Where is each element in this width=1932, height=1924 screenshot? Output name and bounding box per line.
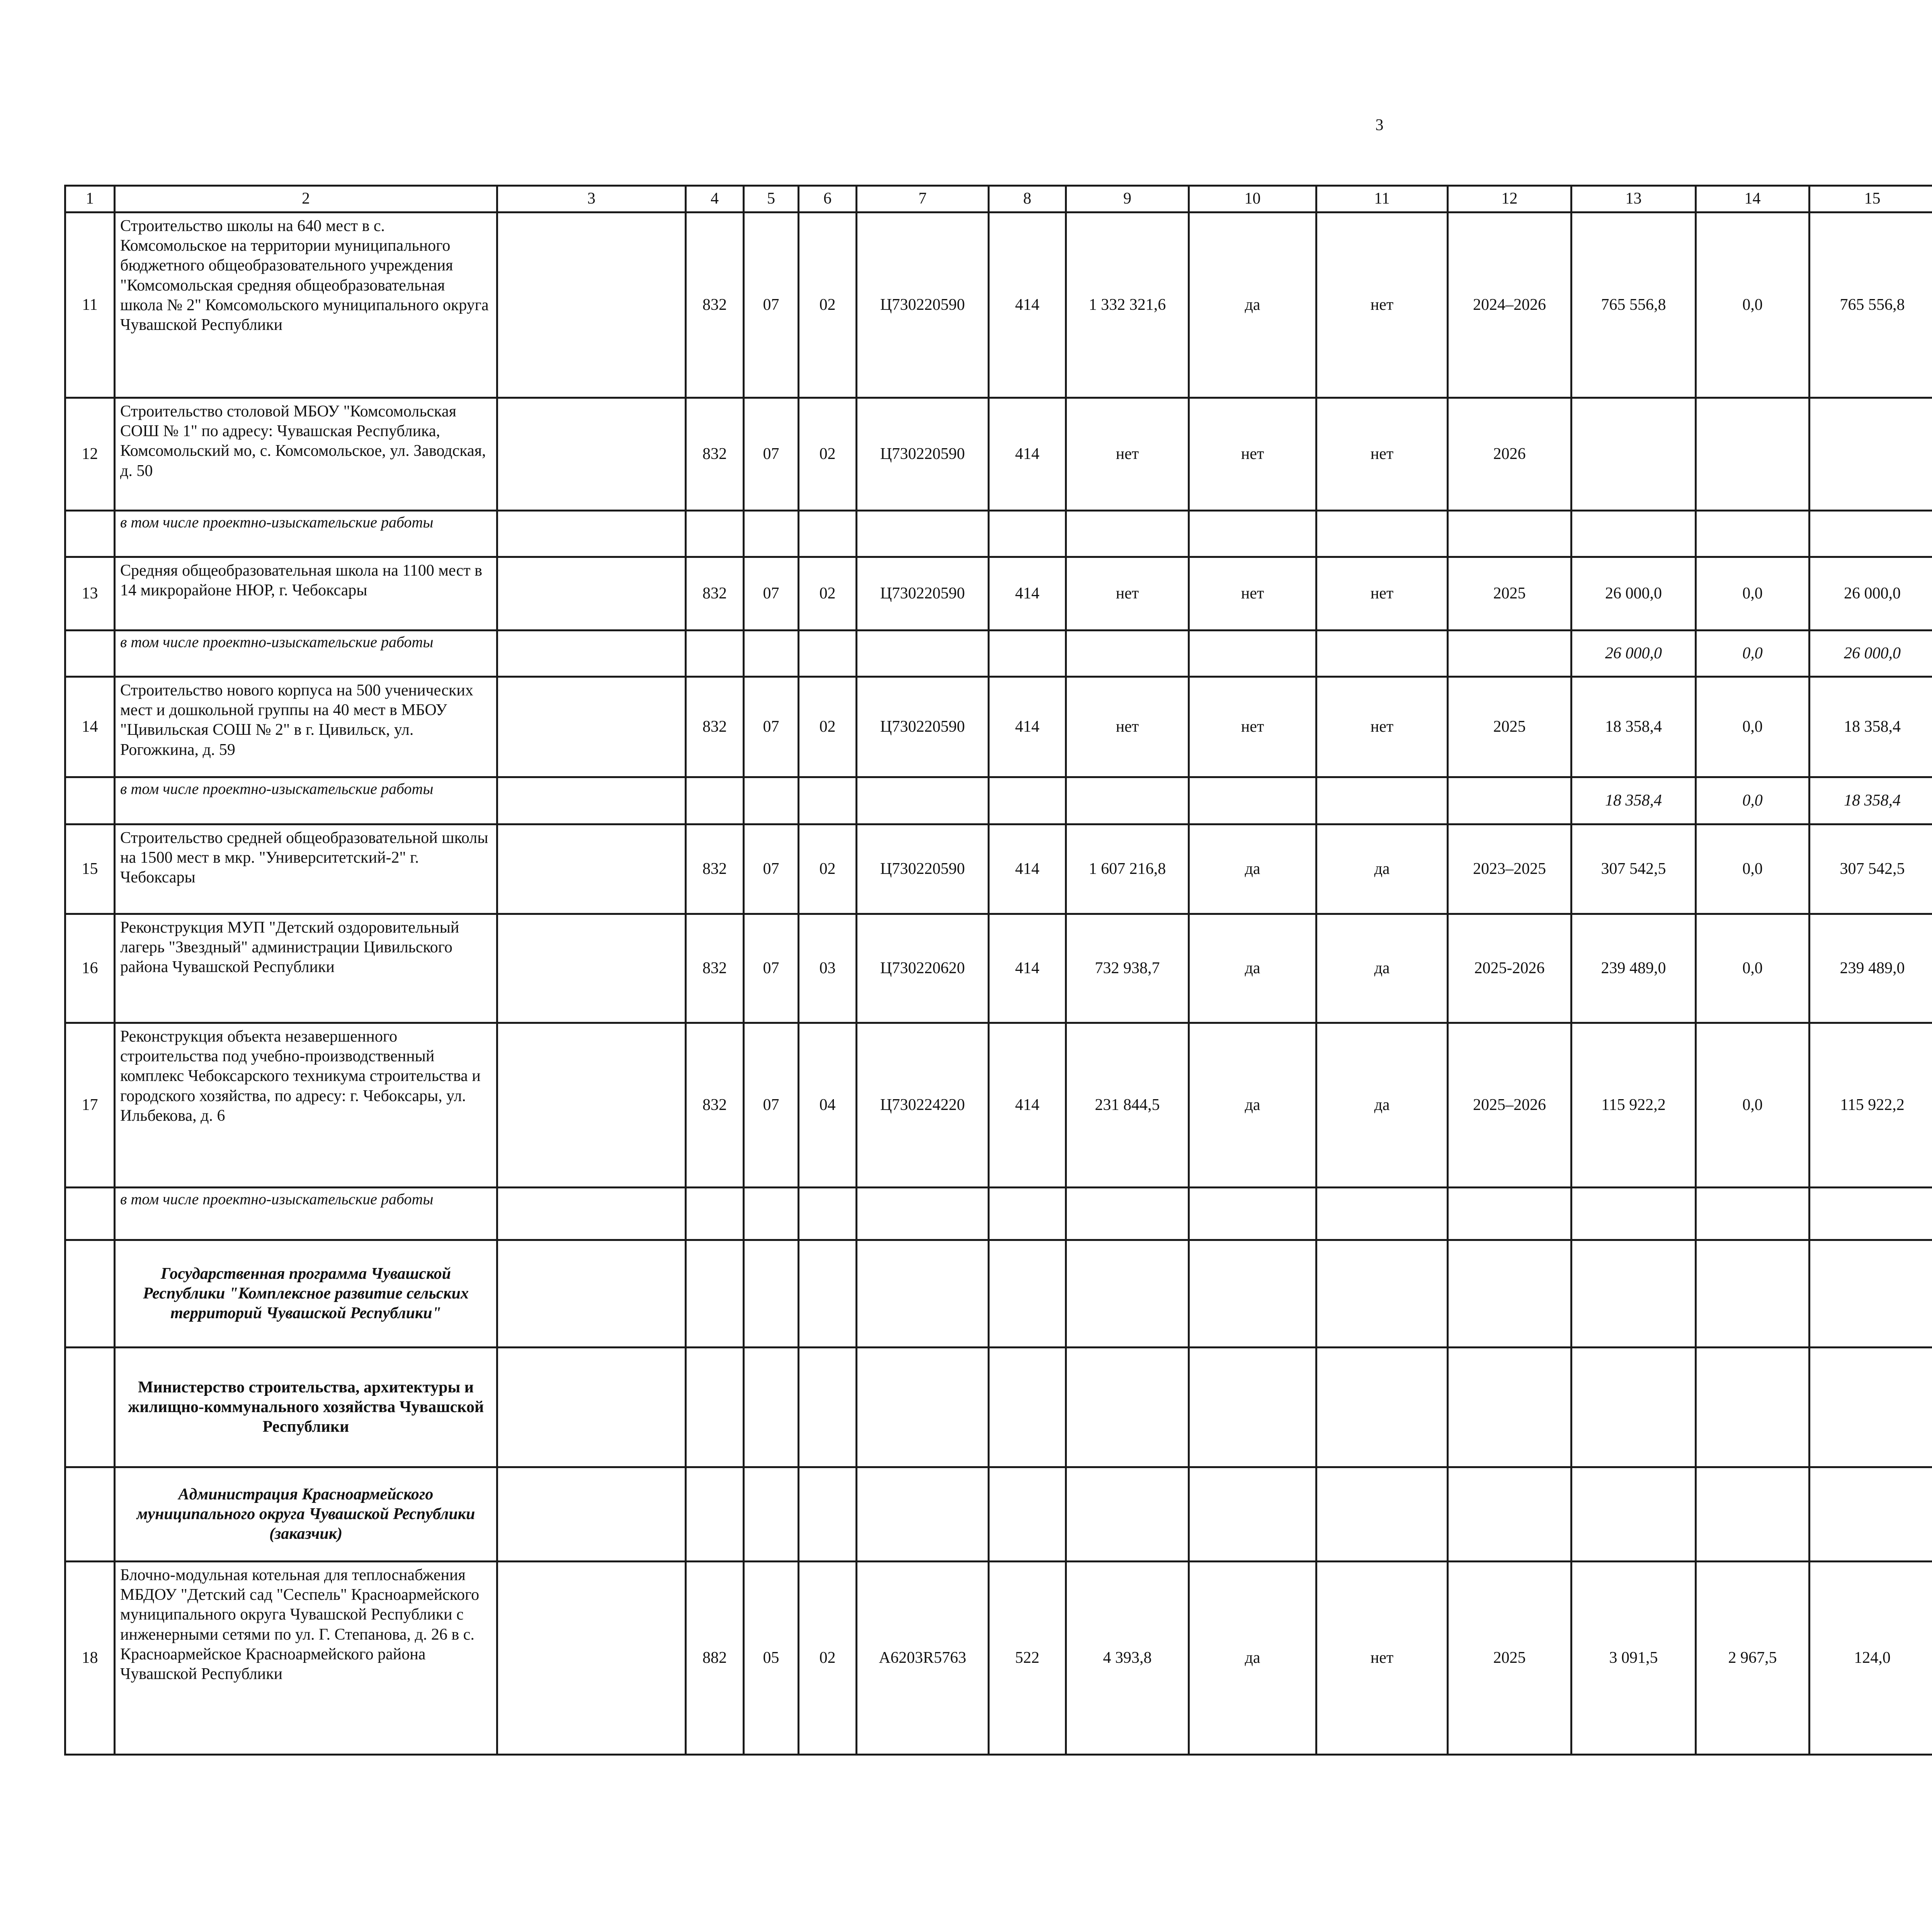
table-cell: да (1316, 824, 1448, 914)
table-cell: да (1316, 1023, 1448, 1188)
table-cell: 115 922,2 (1810, 1023, 1932, 1188)
table-cell (1571, 511, 1696, 557)
table-cell (744, 631, 799, 677)
table-cell (1448, 631, 1571, 677)
table-cell (1448, 1467, 1571, 1562)
section-heading-cell: Государственная программа Чувашской Республики "Комплексное развитие сельских территорий Чувашской Республики" (115, 1240, 497, 1348)
table-cell (686, 1467, 744, 1562)
table-cell (1189, 1348, 1316, 1467)
section-heading-row (65, 1348, 1932, 1467)
row-number-cell (65, 1188, 115, 1240)
object-name-cell: Блочно-модульная котельная для теплоснабжения МБДОУ "Детский сад "Сеспель" Красноармейского муниципального округа Чувашской Республики с инженерными сетями по ул. Г. Степанова, д. 26 в с. Красноармейское Красноармейского района Чувашской Республики (115, 1562, 497, 1755)
table-cell: да (1316, 914, 1448, 1023)
table-cell: нет (1189, 398, 1316, 511)
table-cell: 765 556,8 (1571, 212, 1696, 398)
table-cell: 239 489,0 (1810, 914, 1932, 1023)
table-cell (857, 1348, 989, 1467)
table-cell (1066, 1188, 1189, 1240)
col-num: 5 (744, 186, 799, 212)
table-cell (1316, 1348, 1448, 1467)
subtotal-label-cell: в том числе проектно-изыскательские работы (115, 1188, 497, 1240)
table-cell: 239 489,0 (1571, 914, 1696, 1023)
object-name-cell: Строительство школы на 640 мест в с. Комсомольское на территории муниципального бюджетного общеобразовательного учреждения "Комсомольская средняя общеобразовательная школа № 2" Комсомольского муниципального округа Чувашской Республики (115, 212, 497, 398)
table-cell (1696, 1188, 1810, 1240)
table-cell: 02 (799, 1562, 857, 1755)
table-cell: 02 (799, 212, 857, 398)
table-cell: 2025–2026 (1448, 1023, 1571, 1188)
table-cell: 3 091,5 (1571, 1562, 1696, 1755)
table-cell: 2026 (1448, 398, 1571, 511)
table-cell (1448, 511, 1571, 557)
table-cell: 18 358,4 (1810, 777, 1932, 824)
investment-table (64, 185, 1932, 1756)
table-cell (686, 511, 744, 557)
table-cell: нет (1066, 557, 1189, 631)
table-cell (686, 777, 744, 824)
table-cell: 18 358,4 (1571, 677, 1696, 777)
table-cell: 18 358,4 (1810, 677, 1932, 777)
table-cell (1448, 1348, 1571, 1467)
table-cell: 02 (799, 824, 857, 914)
table-cell: 832 (686, 1023, 744, 1188)
subtotal-row (65, 511, 1932, 557)
table-cell: нет (1316, 557, 1448, 631)
table-cell (1571, 1467, 1696, 1562)
table-cell: Ц730220590 (857, 677, 989, 777)
table-cell: 1 332 321,6 (1066, 212, 1189, 398)
table-cell: Ц730220590 (857, 398, 989, 511)
table-cell: Ц730220590 (857, 824, 989, 914)
table-cell (1571, 1188, 1696, 1240)
subtotal-row (65, 631, 1932, 677)
table-cell (799, 631, 857, 677)
table-cell: нет (1316, 677, 1448, 777)
table-cell (1571, 1348, 1696, 1467)
col-num: 12 (1448, 186, 1571, 212)
table-cell: да (1189, 1562, 1316, 1755)
table-cell: 0,0 (1696, 824, 1810, 914)
column-number-row (65, 186, 1932, 212)
table-cell (1571, 1240, 1696, 1348)
col-num: 1 (65, 186, 115, 212)
table-cell: 307 542,5 (1810, 824, 1932, 914)
row-number-cell: 18 (65, 1562, 115, 1755)
table-cell: 414 (989, 677, 1066, 777)
table-cell (1189, 1188, 1316, 1240)
subtotal-row (65, 1188, 1932, 1240)
row-number-cell (65, 511, 115, 557)
col-num: 14 (1696, 186, 1810, 212)
col-num: 6 (799, 186, 857, 212)
table-cell: А6203R5763 (857, 1562, 989, 1755)
section-heading-row (65, 1240, 1932, 1348)
row-number-cell: 15 (65, 824, 115, 914)
table-cell: 414 (989, 824, 1066, 914)
row-number-cell: 12 (65, 398, 115, 511)
table-cell: 07 (744, 824, 799, 914)
table-row (65, 677, 1932, 777)
table-cell: 0,0 (1696, 914, 1810, 1023)
table-cell (989, 1188, 1066, 1240)
table-cell: 0,0 (1696, 1023, 1810, 1188)
table-cell (1316, 631, 1448, 677)
table-cell (1066, 1240, 1189, 1348)
table-cell (1316, 1467, 1448, 1562)
table-cell (799, 777, 857, 824)
table-cell (799, 1467, 857, 1562)
table-cell: 0,0 (1696, 557, 1810, 631)
table-cell: 414 (989, 1023, 1066, 1188)
table-cell (497, 398, 686, 511)
table-row (65, 212, 1932, 398)
object-name-cell: Реконструкция объекта незавершенного строительства под учебно-производственный комплекс Чебоксарского техникума строительства и городского хозяйства, по адресу: г. Чебоксары, ул. Ильбекова, д. 6 (115, 1023, 497, 1188)
table-cell: да (1189, 824, 1316, 914)
table-cell (744, 1240, 799, 1348)
object-name-cell: Средняя общеобразовательная школа на 1100 мест в 14 микрорайоне НЮР, г. Чебоксары (115, 557, 497, 631)
table-cell (857, 1188, 989, 1240)
row-number-cell: 17 (65, 1023, 115, 1188)
table-cell: 0,0 (1696, 631, 1810, 677)
table-cell: нет (1316, 212, 1448, 398)
col-num: 3 (497, 186, 686, 212)
row-number-cell: 16 (65, 914, 115, 1023)
table-cell: 05 (744, 1562, 799, 1755)
table-cell (1696, 1467, 1810, 1562)
table-cell: 26 000,0 (1571, 631, 1696, 677)
table-cell (1189, 631, 1316, 677)
table-cell (1696, 1240, 1810, 1348)
table-cell (1696, 1348, 1810, 1467)
col-num: 8 (989, 186, 1066, 212)
table-cell: да (1189, 212, 1316, 398)
table-cell: 2025 (1448, 1562, 1571, 1755)
table-cell (989, 1348, 1066, 1467)
table-cell (989, 511, 1066, 557)
table-cell: 02 (799, 398, 857, 511)
table-cell: 522 (989, 1562, 1066, 1755)
col-num: 4 (686, 186, 744, 212)
table-cell (1571, 398, 1696, 511)
table-cell: 07 (744, 398, 799, 511)
table-cell (989, 631, 1066, 677)
table-cell (497, 1023, 686, 1188)
table-cell: 2023–2025 (1448, 824, 1571, 914)
table-cell (1189, 511, 1316, 557)
table-cell (497, 557, 686, 631)
table-cell (1448, 1240, 1571, 1348)
table-cell (799, 1240, 857, 1348)
table-cell (497, 777, 686, 824)
table-cell: 765 556,8 (1810, 212, 1932, 398)
table-cell (1316, 511, 1448, 557)
table-cell: 832 (686, 824, 744, 914)
page-number: 3 (1375, 116, 1384, 134)
row-number-cell: 11 (65, 212, 115, 398)
table-cell: да (1189, 914, 1316, 1023)
table-cell (1066, 777, 1189, 824)
table-cell: 732 938,7 (1066, 914, 1189, 1023)
table-cell: нет (1066, 677, 1189, 777)
table-cell: 26 000,0 (1571, 557, 1696, 631)
table-cell (1810, 1240, 1932, 1348)
object-name-cell: Реконструкция МУП "Детский оздоровительный лагерь "Звездный" администрации Цивильского района Чувашской Республики (115, 914, 497, 1023)
table-cell: 2025-2026 (1448, 914, 1571, 1023)
table-cell: 07 (744, 557, 799, 631)
table-cell: 231 844,5 (1066, 1023, 1189, 1188)
table-cell (857, 631, 989, 677)
table-cell: 2024–2026 (1448, 212, 1571, 398)
table-cell (1316, 777, 1448, 824)
table-cell (1316, 1188, 1448, 1240)
table-cell: 0,0 (1696, 777, 1810, 824)
table-cell (1066, 631, 1189, 677)
row-number-cell (65, 1467, 115, 1562)
table-cell: 26 000,0 (1810, 557, 1932, 631)
table-cell: 04 (799, 1023, 857, 1188)
table-cell: 124,0 (1810, 1562, 1932, 1755)
table-cell: 26 000,0 (1810, 631, 1932, 677)
table-cell: 02 (799, 677, 857, 777)
table-cell (799, 1188, 857, 1240)
table-cell: Ц730220590 (857, 557, 989, 631)
subtotal-row (65, 777, 1932, 824)
table-cell (1696, 398, 1810, 511)
table-cell (1448, 1188, 1571, 1240)
table-cell (497, 914, 686, 1023)
row-number-cell (65, 631, 115, 677)
table-cell (1189, 777, 1316, 824)
table-cell: 414 (989, 557, 1066, 631)
table-cell: нет (1316, 1562, 1448, 1755)
table-cell: нет (1066, 398, 1189, 511)
table-cell: 1 607 216,8 (1066, 824, 1189, 914)
row-number-cell: 14 (65, 677, 115, 777)
table-cell: 414 (989, 212, 1066, 398)
table-cell: 832 (686, 398, 744, 511)
table-cell: 2025 (1448, 557, 1571, 631)
table-cell (989, 1240, 1066, 1348)
row-number-cell (65, 777, 115, 824)
table-cell (1810, 511, 1932, 557)
table-cell (497, 511, 686, 557)
col-num: 9 (1066, 186, 1189, 212)
section-heading-row (65, 1467, 1932, 1562)
table-cell (989, 1467, 1066, 1562)
table-cell: 07 (744, 677, 799, 777)
table-row (65, 1562, 1932, 1755)
table-cell: нет (1189, 677, 1316, 777)
table-cell (497, 1562, 686, 1755)
table-cell (686, 631, 744, 677)
table-cell: 0,0 (1696, 677, 1810, 777)
table-cell (1810, 1348, 1932, 1467)
table-cell (1448, 777, 1571, 824)
table-cell: 882 (686, 1562, 744, 1755)
table-cell (497, 677, 686, 777)
col-num: 2 (115, 186, 497, 212)
table-cell (744, 777, 799, 824)
table-cell (857, 1240, 989, 1348)
table-cell (857, 1467, 989, 1562)
table-cell: 832 (686, 557, 744, 631)
table-cell: 414 (989, 914, 1066, 1023)
table-cell (1189, 1467, 1316, 1562)
table-cell: 115 922,2 (1571, 1023, 1696, 1188)
table-cell (1810, 1188, 1932, 1240)
table-cell: нет (1316, 398, 1448, 511)
row-number-cell (65, 1348, 115, 1467)
table-cell (686, 1348, 744, 1467)
col-num: 13 (1571, 186, 1696, 212)
table-cell (744, 1348, 799, 1467)
table-cell (857, 777, 989, 824)
subtotal-label-cell: в том числе проектно-изыскательские работы (115, 777, 497, 824)
table-cell (1189, 1240, 1316, 1348)
table-cell (989, 777, 1066, 824)
table-cell (497, 631, 686, 677)
table-cell (744, 511, 799, 557)
table-cell: 03 (799, 914, 857, 1023)
table-cell: 832 (686, 677, 744, 777)
table-cell (497, 212, 686, 398)
table-cell: Ц730224220 (857, 1023, 989, 1188)
table-cell: 0,0 (1696, 212, 1810, 398)
table-row (65, 914, 1932, 1023)
object-name-cell: Строительство нового корпуса на 500 ученических мест и дошкольной группы на 40 мест в МБОУ "Цивильская СОШ № 2" в г. Цивильск, ул. Рогожкина, д. 59 (115, 677, 497, 777)
table-cell (799, 1348, 857, 1467)
col-num: 10 (1189, 186, 1316, 212)
table-cell (1066, 1467, 1189, 1562)
table-cell: 07 (744, 914, 799, 1023)
subtotal-label-cell: в том числе проектно-изыскательские работы (115, 631, 497, 677)
table-cell: 07 (744, 1023, 799, 1188)
table-cell: 307 542,5 (1571, 824, 1696, 914)
table-cell: 832 (686, 212, 744, 398)
table-cell (497, 1467, 686, 1562)
col-num: 7 (857, 186, 989, 212)
table-cell (1066, 511, 1189, 557)
table-cell (1066, 1348, 1189, 1467)
table-cell: 18 358,4 (1571, 777, 1696, 824)
table-cell (857, 511, 989, 557)
table-cell: 2025 (1448, 677, 1571, 777)
table-cell (1316, 1240, 1448, 1348)
table-cell (744, 1188, 799, 1240)
table-cell (744, 1467, 799, 1562)
row-number-cell (65, 1240, 115, 1348)
table-row (65, 1023, 1932, 1188)
table-cell: 2 967,5 (1696, 1562, 1810, 1755)
table-cell (497, 824, 686, 914)
row-number-cell: 13 (65, 557, 115, 631)
table-cell (1810, 1467, 1932, 1562)
section-heading-cell: Администрация Красноармейского муниципального округа Чувашской Республики (заказчик) (115, 1467, 497, 1562)
table-cell (497, 1348, 686, 1467)
col-num: 15 (1810, 186, 1932, 212)
table-cell: 832 (686, 914, 744, 1023)
table-cell: Ц730220590 (857, 212, 989, 398)
col-num: 11 (1316, 186, 1448, 212)
object-name-cell: Строительство столовой МБОУ "Комсомольская СОШ № 1" по адресу: Чувашская Республика, Комсомольский мо, с. Комсомольское, ул. Заводская, д. 50 (115, 398, 497, 511)
table-cell (1810, 398, 1932, 511)
table-cell: да (1189, 1023, 1316, 1188)
table-row (65, 824, 1932, 914)
table-cell: 07 (744, 212, 799, 398)
table-cell (686, 1188, 744, 1240)
table-cell: Ц730220620 (857, 914, 989, 1023)
table-cell: 414 (989, 398, 1066, 511)
table-cell: 02 (799, 557, 857, 631)
table-cell: нет (1189, 557, 1316, 631)
table-row (65, 398, 1932, 511)
table-cell (1696, 511, 1810, 557)
table-cell (799, 511, 857, 557)
section-heading-cell: Министерство строительства, архитектуры и жилищно-коммунального хозяйства Чувашской Республики (115, 1348, 497, 1467)
object-name-cell: Строительство средней общеобразовательной школы на 1500 мест в мкр. "Университетский-2" г. Чебоксары (115, 824, 497, 914)
table-cell (686, 1240, 744, 1348)
table-row (65, 557, 1932, 631)
table-cell (497, 1240, 686, 1348)
table-cell (497, 1188, 686, 1240)
table-cell: 4 393,8 (1066, 1562, 1189, 1755)
subtotal-label-cell: в том числе проектно-изыскательские работы (115, 511, 497, 557)
